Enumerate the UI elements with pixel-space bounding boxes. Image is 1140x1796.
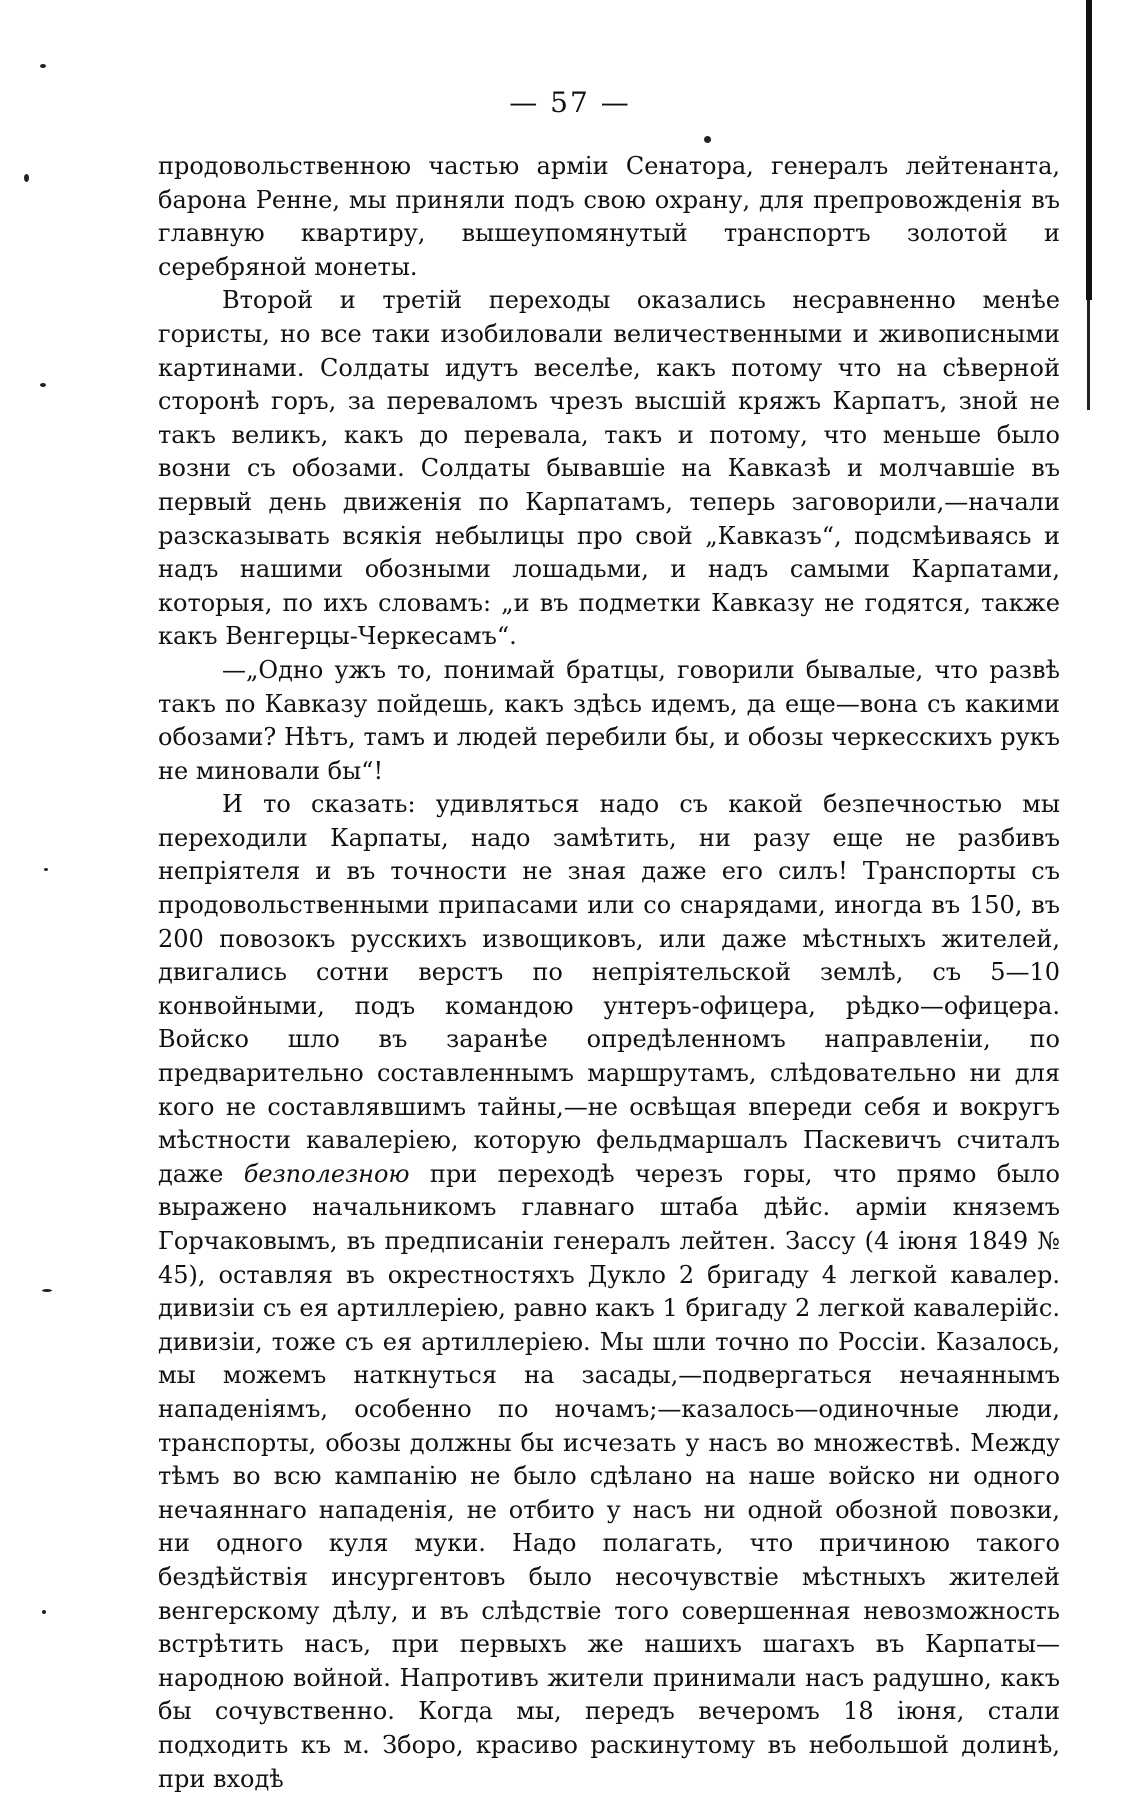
page-edge-shadow — [1086, 0, 1092, 300]
scan-speck — [40, 383, 46, 387]
scan-speck — [42, 1610, 46, 1614]
page-edge-shadow-thin — [1087, 300, 1090, 410]
scan-speck — [704, 136, 711, 143]
emphasized-text: безполезною — [243, 1159, 410, 1188]
scan-speck — [24, 174, 29, 182]
paragraph-text: при переходѣ черезъ горы, что прямо было выражено начальникомъ главнаго штаба дѣйс. арміи княземъ Горчаковымъ, въ предписаніи генералъ лейтен. Засcу (4 іюня 1849 № 45), оставляя въ окрестностяхъ Дукло 2 бригаду 4 легкой кавалер. дивизіи съ ея артиллеріею, равно какъ 1 бригаду 2 легкой кавалерійс. дивизіи, тоже съ ея артиллеріею. Мы шли точно по Россіи. Казалось, мы можемъ наткнуться на засады,—подвергаться нечаяннымъ нападеніямъ, особенно по ночамъ;—казалось—одиночные люди, транспорты, обозы должны бы исчезать у насъ во множествѣ. Между тѣмъ во всю кампанію не было сдѣлано на наше войско ни одного нечаяннаго нападенія, не отбито у насъ ни одной обозной повозки, ни одного куля муки. Надо полагать, что причиною такого бездѣйствія инсургентовъ было несочувствіе мѣстныхъ жителей венгерскому дѣлу, и въ слѣдствіе того совершенная невозможность встрѣтить насъ, при первыхъ же нашихъ шагахъ въ Карпаты—народною войной. Напротивъ жители принимали насъ радушно, какъ бы сочувственно. Когда мы, передъ вечеромъ 18 іюня, стали подходить къ м. Зборо, красиво раскинутому въ небольшой долинѣ, при входѣ — [158, 1159, 1061, 1793]
scan-speck — [44, 868, 48, 871]
paragraph — [158, 788, 1060, 1796]
body-text — [158, 150, 1060, 1796]
page-number: — 57 — — [509, 86, 631, 119]
paragraph-text: продовольственною частью арміи Сенатора, генералъ лейтенанта, барона Ренне, мы приняли подъ свою охрану, для препровожденія въ главную квартиру, вышеупомянутый транспортъ золотой и серебряной монеты. — [158, 152, 1060, 281]
paragraph-text: Второй и третій переходы оказались несравненно менѣе гористы, но все таки изобиловали величественными и живописными картинами. Солдаты идутъ веселѣе, какъ потому что на сѣверной сторонѣ горъ, за переваломъ чрезъ высшій кряжъ Карпатъ, зной не такъ великъ, какъ до перевала, такъ и потому, что меньше было возни съ обозами. Солдаты бывавшіе на Кавказѣ и молчавшіе въ первый день движенія по Карпатамъ, теперь заговорили,—начали разсказывать всякія небылицы про свой „Кавказъ“, подсмѣиваясь и надъ нашими обозными лошадьми, и надъ самыми Карпатами, которыя, по ихъ словамъ: „и въ подметки Кавказу не годятся, также какъ Венгерцы-Черкесамъ“. — [158, 286, 1060, 651]
paragraph-text: И то сказать: удивляться надо съ какой безпечностью мы переходили Карпаты, надо замѣтить, ни разу еще не разбивъ непріятеля и въ точности не зная даже его силъ! Транспорты съ продовольственными припасами или со снарядами, иногда въ 150, въ 200 повозокъ русскихъ извощиковъ, или даже мѣстныхъ жителей, двигались сотни верстъ по непріятельской землѣ, съ 5—10 конвойными, подъ командою унтеръ-офицера, рѣдко—офицера. Войско шло въ заранѣе опредѣленномъ направленіи, по предварительно составленнымъ маршрутамъ, слѣдовательно ни для кого не составлявшимъ тайны,—не освѣщая впереди себя и вокругъ мѣстности кавалеріею, которую фельдмаршалъ Паскевичъ считалъ даже — [158, 790, 1060, 1188]
paragraph — [158, 284, 1060, 654]
scan-speck — [42, 1289, 52, 1292]
paragraph — [158, 150, 1060, 284]
scan-speck — [40, 64, 46, 68]
paragraph — [158, 654, 1060, 788]
paragraph-text: —„Одно ужъ то, понимай братцы, говорили бывалые, что развѣ такъ по Кавказу пойдешь, какъ здѣсь идемъ, да еще—вона съ какими обозами? Нѣтъ, тамъ и людей перебили бы, и обозы черкесскихъ рукъ не миновали бы“! — [158, 655, 1060, 785]
